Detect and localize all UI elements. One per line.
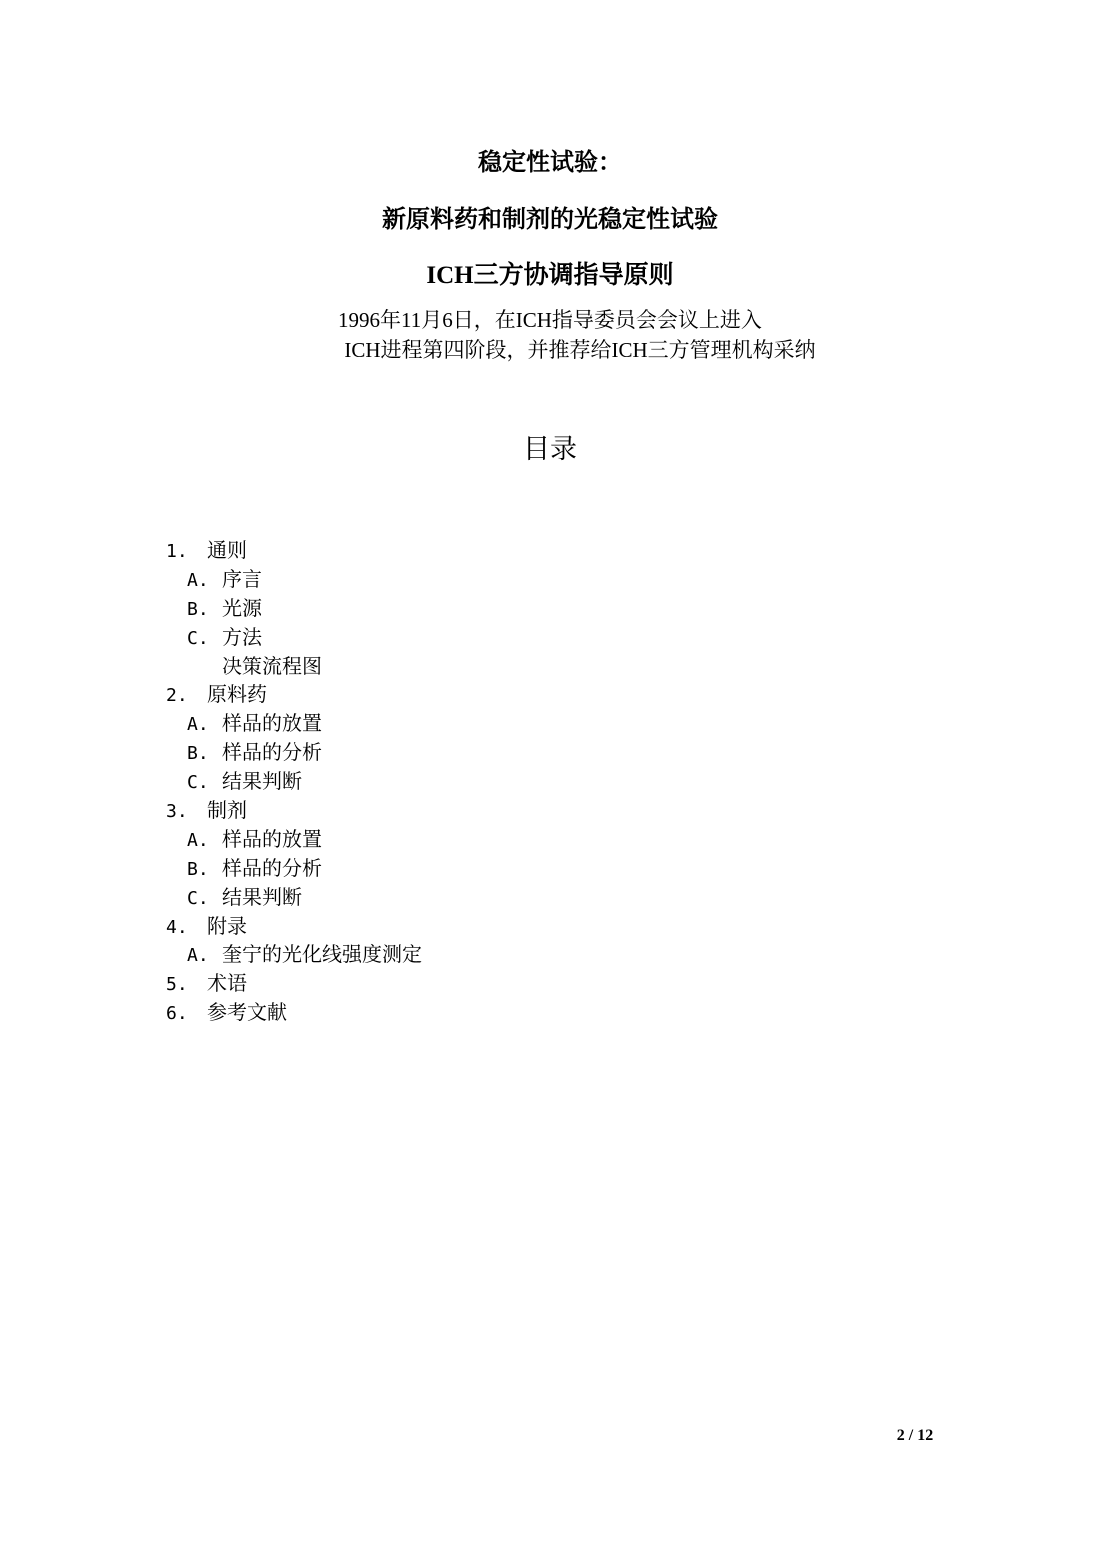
document-title: 稳定性试验：: [478, 148, 622, 176]
toc-item-label: 样品的放置: [222, 711, 322, 736]
toc-item-preamble: [166, 565, 422, 594]
toc-item-number: C.: [187, 627, 209, 649]
toc-item-light-sources: [166, 594, 422, 623]
toc-item-number: B.: [187, 743, 209, 765]
toc-item-number: 2.: [166, 685, 188, 707]
toc-item-judgement-of-results: [166, 767, 422, 796]
toc-item-label: 奎宁的光化线强度测定: [222, 942, 422, 967]
toc-item-presentation-of-samples: [166, 709, 422, 738]
toc-item-label: 原料药: [207, 682, 267, 707]
toc-item-number: A.: [187, 569, 209, 591]
toc-item-label: 样品的放置: [222, 826, 322, 851]
adoption-note-line-2: ICH进程第四阶段，并推荐给ICH三方管理机构采纳: [344, 338, 816, 362]
toc-item-analysis-of-samples: [166, 854, 422, 883]
toc-item-number: A.: [187, 945, 209, 967]
toc-item-quinine-actinometry: [166, 940, 422, 969]
toc-item-number: 3.: [166, 801, 188, 823]
toc-heading: 目录: [523, 434, 577, 465]
toc-item-label: 术语: [207, 971, 247, 996]
document-subtitle: 新原料药和制剂的光稳定性试验: [382, 205, 718, 233]
toc-item-number: 6.: [166, 1003, 188, 1025]
adoption-note-line-1: 1996年11月6日，在ICH指导委员会会议上进入: [338, 308, 762, 332]
toc-item-glossary: [166, 969, 422, 998]
toc-item-label: 参考文献: [207, 1000, 287, 1025]
guideline-title: ICH三方协调指导原则: [426, 262, 674, 289]
toc-item-decision-flow-chart: [166, 652, 422, 681]
toc-item-label: 通则: [207, 538, 247, 562]
toc-item-number: C.: [187, 772, 209, 794]
toc-item-general: [166, 536, 422, 565]
toc-item-drug-substance: [166, 680, 422, 709]
toc-item-label: 结果判断: [222, 884, 302, 909]
toc-item-number: A.: [187, 714, 209, 736]
toc-item-annex: [166, 912, 422, 941]
toc-item-drug-product: [166, 796, 422, 825]
toc-item-label: 附录: [207, 913, 247, 938]
page-number: 2 / 12: [896, 1427, 934, 1444]
toc-item-label: 光源: [222, 595, 262, 620]
toc-item-number: 5.: [166, 974, 188, 996]
toc-item-analysis-of-samples: [166, 738, 422, 767]
toc-item-label: 结果判断: [222, 769, 302, 794]
toc-item-number: 4.: [166, 916, 188, 938]
toc-item-judgement-of-results: [166, 883, 422, 912]
toc-item-label: 样品的分析: [222, 855, 322, 880]
toc-item-label: 序言: [222, 566, 262, 591]
toc-item-number: 1.: [166, 541, 188, 562]
toc-item-label: 方法: [222, 624, 262, 649]
toc-item-number: B.: [187, 598, 209, 620]
toc-item-label: 决策流程图: [222, 653, 322, 678]
toc-item-references: [166, 998, 422, 1027]
toc-item-number: A.: [187, 829, 209, 851]
toc-item-label: 制剂: [207, 798, 247, 823]
toc-item-number: C.: [187, 887, 209, 909]
toc-item-label: 样品的分析: [222, 740, 322, 765]
table-of-contents: [166, 536, 422, 1027]
toc-item-procedure: [166, 623, 422, 652]
toc-item-presentation-of-samples: [166, 825, 422, 854]
toc-item-number: B.: [187, 858, 209, 880]
